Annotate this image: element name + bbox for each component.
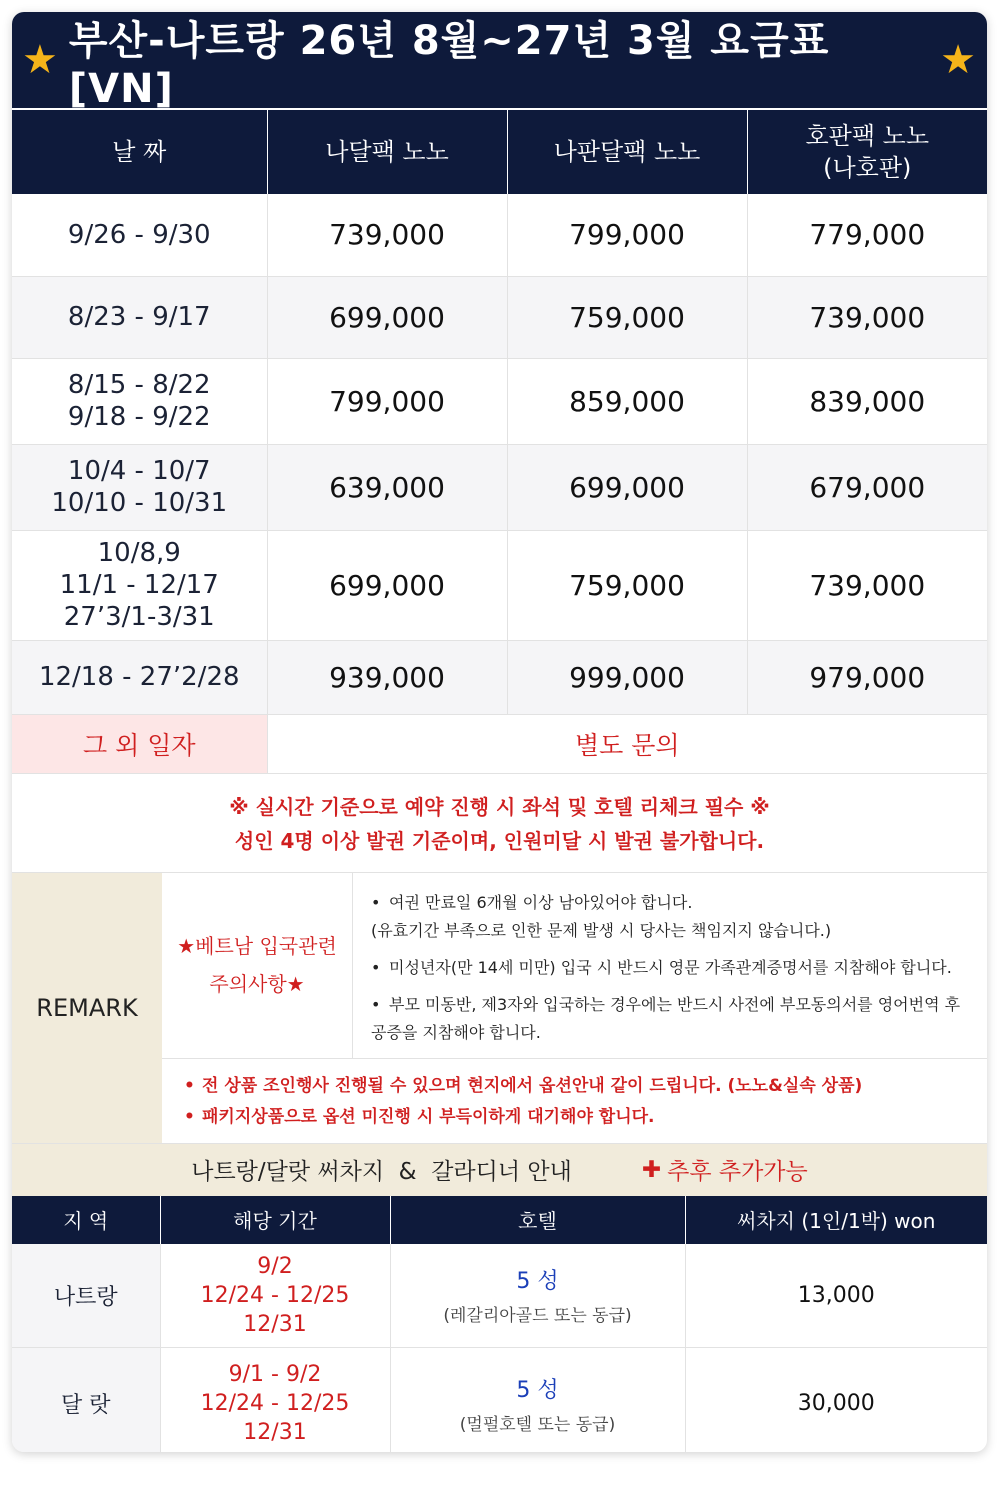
- remark-note-text: 전 상품 조인행사 진행될 수 있으며 현지에서 옵션안내 같이 드립니다. (노노&실속 상품): [202, 1075, 863, 1096]
- surcharge-row: [12, 1348, 987, 1453]
- date-cell: 9/26 - 9/30: [12, 194, 267, 276]
- price-row: [12, 640, 987, 714]
- remark-item-text: 부모 미동반, 제3자와 입국하는 경우에는 반드시 사전에 부모동의서를 영어번역 후 공증을 지참해야 합니다.: [371, 994, 961, 1042]
- plus-icon: ✚: [641, 1156, 662, 1183]
- region-cell: 나트랑: [12, 1244, 160, 1348]
- header-hotel: 호텔: [390, 1196, 685, 1244]
- remark-body: [162, 873, 987, 1143]
- period-cell: 9/1 - 9/2 12/24 - 12/25 12/31: [160, 1348, 390, 1453]
- price-cell: 979,000: [747, 640, 987, 714]
- other-dates-value: 별도 문의: [267, 714, 987, 773]
- surcharge-title: 나트랑/달랏 써차지 & 갈라디너 안내: [191, 1159, 572, 1185]
- bullet-icon: •: [371, 892, 381, 912]
- vietnam-entry-warning: ★베트남 입국관련 주의사항★: [162, 873, 353, 1058]
- header-package-1: 나달팩 노노: [267, 110, 507, 194]
- fare-card: [12, 12, 987, 1452]
- remark-bottom: [162, 1059, 987, 1133]
- notice-line: 성인 4명 이상 발권 기준이며, 인원미달 시 발권 불가합니다.: [234, 828, 765, 853]
- header-date: 날 짜: [12, 110, 267, 194]
- price-cell: 799,000: [267, 358, 507, 444]
- surcharge-header-row: [12, 1196, 987, 1244]
- remark-note: [184, 1102, 987, 1133]
- price-cell: 699,000: [507, 444, 747, 530]
- price-cell: 999,000: [507, 640, 747, 714]
- price-cell: 739,000: [747, 276, 987, 358]
- remark-item: [371, 889, 977, 945]
- price-cell: 679,000: [747, 444, 987, 530]
- remark-list: [353, 873, 987, 1058]
- price-cell: 939,000: [267, 640, 507, 714]
- remark-top: [162, 873, 987, 1059]
- period-cell: 9/2 12/24 - 12/25 12/31: [160, 1244, 390, 1348]
- bullet-icon: •: [371, 994, 381, 1014]
- price-cell: 779,000: [747, 194, 987, 276]
- price-cell: 839,000: [747, 358, 987, 444]
- price-cell: 759,000: [507, 276, 747, 358]
- bullet-icon: •: [371, 957, 381, 977]
- page-title: 부산-나트랑 26년 8월~27년 3월 요금표 [VN]: [68, 17, 830, 112]
- price-row: [12, 194, 987, 276]
- price-cell: 799,000: [507, 194, 747, 276]
- remark-item: [371, 954, 977, 982]
- price-cell: 759,000: [507, 530, 747, 640]
- header-package-3: 호판팩 노노 (나호판): [747, 110, 987, 194]
- header-period: 해당 기간: [160, 1196, 390, 1244]
- header-fee: 써차지 (1인/1박) won: [685, 1196, 987, 1244]
- notice-line: ※ 실시간 기준으로 예약 진행 시 좌석 및 호텔 리체크 필수 ※: [229, 794, 770, 819]
- price-cell: 699,000: [267, 530, 507, 640]
- bullet-icon: •: [184, 1106, 195, 1127]
- page-title-bar: [12, 12, 987, 110]
- remark-label: REMARK: [12, 873, 162, 1143]
- remark-note: [184, 1071, 987, 1102]
- price-row: [12, 276, 987, 358]
- other-dates-row: [12, 714, 987, 773]
- hotel-name: (멀펄호텔 또는 동급): [459, 1414, 616, 1435]
- other-dates-label: 그 외 일자: [12, 714, 267, 773]
- remark-item: [371, 991, 977, 1047]
- remark-item-text: 여권 만료일 6개월 이상 남아있어야 합니다. (유효기간 부족으로 인한 문제 발생 시 당사는 책임지지 않습니다.): [371, 892, 832, 940]
- price-row: [12, 530, 987, 640]
- date-cell: 10/8,9 11/1 - 12/17 27’3/1-3/31: [12, 530, 267, 640]
- header-package-2: 나판달팩 노노: [507, 110, 747, 194]
- remark-item-text: 미성년자(만 14세 미만) 입국 시 반드시 영문 가족관계증명서를 지참해야 합니다.: [389, 957, 952, 977]
- fee-cell: 30,000: [685, 1348, 987, 1453]
- hotel-grade: 5 성: [516, 1377, 559, 1403]
- price-cell: 859,000: [507, 358, 747, 444]
- surcharge-extra: 추후 추가가능: [667, 1159, 808, 1185]
- price-row: [12, 358, 987, 444]
- date-cell: 8/15 - 8/22 9/18 - 9/22: [12, 358, 267, 444]
- price-table: [12, 110, 987, 774]
- remark-section: [12, 873, 987, 1144]
- price-cell: 699,000: [267, 276, 507, 358]
- hotel-cell: [390, 1244, 685, 1348]
- surcharge-table: [12, 1196, 987, 1453]
- star-icon: ★: [940, 37, 977, 83]
- hotel-cell: [390, 1348, 685, 1453]
- price-row: [12, 444, 987, 530]
- header-region: 지 역: [12, 1196, 160, 1244]
- date-cell: 12/18 - 27’2/28: [12, 640, 267, 714]
- star-icon: ★: [22, 37, 59, 83]
- surcharge-heading: [12, 1144, 987, 1196]
- price-cell: 639,000: [267, 444, 507, 530]
- price-cell: 739,000: [267, 194, 507, 276]
- booking-notice: [12, 774, 987, 873]
- bullet-icon: •: [184, 1075, 195, 1096]
- remark-note-text: 패키지상품으로 옵션 미진행 시 부득이하게 대기해야 합니다.: [202, 1106, 655, 1127]
- surcharge-row: [12, 1244, 987, 1348]
- fee-cell: 13,000: [685, 1244, 987, 1348]
- price-header-row: [12, 110, 987, 194]
- date-cell: 8/23 - 9/17: [12, 276, 267, 358]
- price-cell: 739,000: [747, 530, 987, 640]
- hotel-name: (레갈리아골드 또는 동급): [443, 1306, 632, 1327]
- region-cell: 달 랏: [12, 1348, 160, 1453]
- date-cell: 10/4 - 10/7 10/10 - 10/31: [12, 444, 267, 530]
- hotel-grade: 5 성: [516, 1269, 559, 1295]
